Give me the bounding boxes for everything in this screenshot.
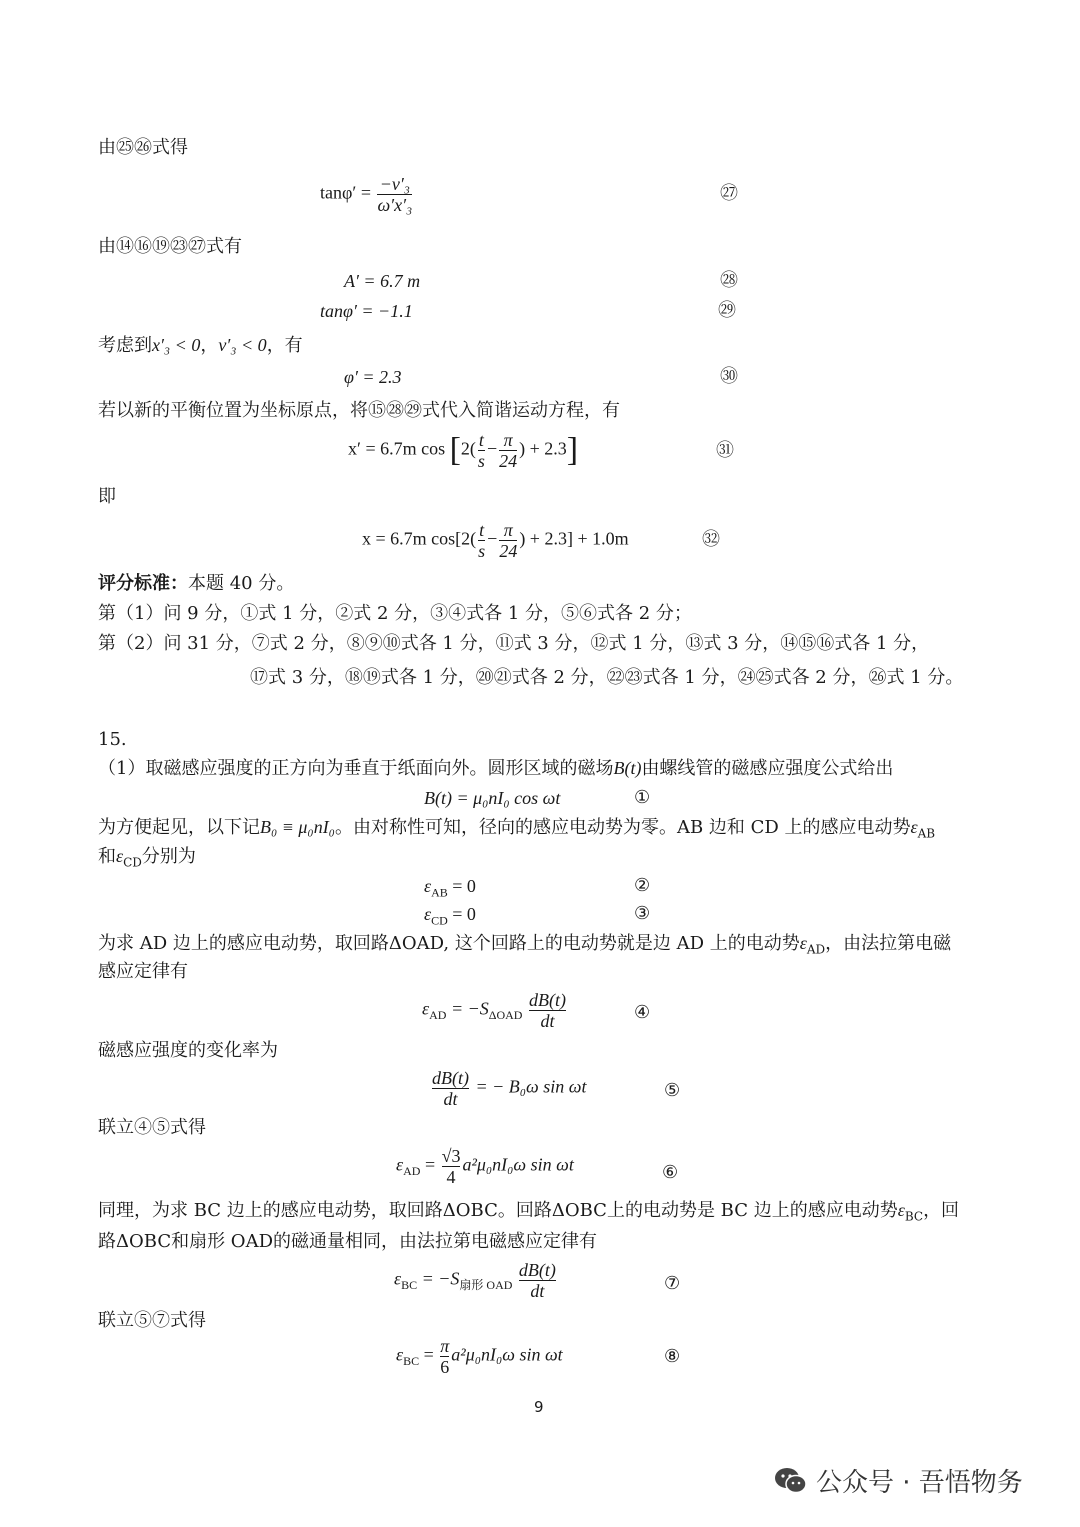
text-line: 联立⑤⑦式得	[98, 1310, 206, 1331]
text-line: 和$\varepsilon_{CD}$分别为	[98, 846, 196, 870]
scoring-line: ⑰式 3 分，⑱⑲式各 1 分，⑳㉑式各 2 分，㉒㉓式各 1 分，㉔㉕式各 2 分，㉖式 1 分。	[250, 667, 964, 688]
equation-number: ㉚	[720, 366, 738, 387]
text-line: 路ΔOBC和扇形 OAD的磁通量相同，由法拉第电磁感应定律有	[98, 1231, 597, 1252]
text-line: 由㉕㉖式得	[98, 137, 188, 158]
equation-3: $\varepsilon_{CD} = 0$	[424, 904, 476, 928]
text-line: 考虑到x′₃ < 0，v′₃ < 0，有	[98, 335, 303, 356]
text-line: 同理，为求 BC 边上的感应电动势，取回路ΔOBC。回路ΔOBC上的电动势是 BC 边上的感应电动势$\varepsilon_{BC}$，回	[98, 1200, 960, 1224]
text-line: 若以新的平衡位置为坐标原点，将⑮㉘㉙式代入简谐运动方程，有	[98, 400, 620, 421]
equation-number: ②	[634, 875, 651, 896]
scoring-line: 第（1）问 9 分，①式 1 分，②式 2 分，③④式各 1 分，⑤⑥式各 2 分；	[98, 603, 692, 624]
equation-29: tanφ′ = −1.1	[320, 301, 413, 321]
text-line: 即	[98, 486, 116, 507]
wechat-icon	[774, 1466, 808, 1496]
scoring-heading: 评分标准：本题 40 分。	[98, 573, 295, 594]
equation-4: $\varepsilon_{AD} = -S_{\Delta OAD}$ $\frac{dB(t)}{dt}$	[422, 990, 566, 1031]
text-line: 感应定律有	[98, 961, 188, 982]
equation-5: $\frac{dB(t)}{dt}$ = − B₀ω sin ωt	[432, 1068, 587, 1109]
equation-31: x′ = 6.7m cos [2( $\frac{t}{s}$ − $\frac{\pi}{24}$ ) + 2.3]	[348, 430, 579, 471]
text-line: 联立④⑤式得	[98, 1117, 206, 1138]
equation-7: $\varepsilon_{BC} = -S_{扇形 OAD}$ $\frac{dB(t)}{dt}$	[394, 1260, 556, 1301]
equation-30: φ′ = 2.3	[344, 367, 402, 387]
equation-number: ㉘	[720, 270, 738, 291]
equation-number: ⑦	[664, 1273, 681, 1294]
equation-number: ④	[634, 1002, 651, 1023]
text-line: 为方便起见，以下记B₀ ≡ μ₀nI₀。由对称性可知，径向的感应电动势为零。AB 边和 CD 上的感应电动势$\varepsilon_{AB}$	[98, 817, 936, 841]
equation-number: ⑤	[664, 1080, 681, 1101]
equation-27: tanφ′ = $\frac{\text{−v′₃}}{\text{ω′x′₃}}$	[320, 174, 413, 215]
text-line: （1）取磁感应强度的正方向为垂直于纸面向外。圆形区域的磁场B(t)由螺线管的磁感应强度公式给出	[98, 758, 894, 779]
equation-number: ㉜	[702, 529, 720, 550]
equation-1: B(t) = μ₀nI₀ cos ωt	[424, 788, 561, 808]
equation-number: ㉗	[720, 183, 738, 204]
equation-28: A′ = 6.7 m	[344, 271, 421, 291]
text-line: 由⑭⑯⑲㉓㉗式有	[98, 236, 242, 257]
equation-32: x = 6.7m cos[2( $\frac{t}{s}$ − $\frac{\pi}{24}$ ) + 2.3] + 1.0m	[362, 520, 629, 561]
watermark: 公众号 · 吾悟物务	[774, 1462, 1023, 1499]
equation-2: $\varepsilon_{AB} = 0$	[424, 876, 476, 900]
equation-number: ③	[634, 903, 651, 924]
equation-8: $\varepsilon_{BC}$ = $\frac{\pi}{6}$ a²μ₀nI₀ω sin ωt	[396, 1336, 563, 1377]
equation-number: ①	[634, 787, 651, 808]
equation-number: ㉛	[716, 440, 734, 461]
equation-number: ⑥	[662, 1162, 679, 1183]
text-line: 为求 AD 边上的感应电动势，取回路ΔOAD, 这个回路上的电动势就是边 AD 上的电动势$\varepsilon_{AD}$，由法拉第电磁	[98, 933, 952, 957]
equation-6: $\varepsilon_{AD}$ = $\frac{√3}{4}$ a²μ₀nI₀ω sin ωt	[396, 1146, 574, 1187]
equation-number: ⑧	[664, 1346, 681, 1367]
question-number: 15.	[98, 729, 127, 750]
text-line: 磁感应强度的变化率为	[98, 1040, 278, 1061]
page-number: 9	[534, 1398, 544, 1416]
equation-number: ㉙	[718, 300, 736, 321]
scoring-line: 第（2）问 31 分，⑦式 2 分，⑧⑨⑩式各 1 分，⑪式 3 分，⑫式 1 分，⑬式 3 分，⑭⑮⑯式各 1 分，	[98, 633, 930, 654]
